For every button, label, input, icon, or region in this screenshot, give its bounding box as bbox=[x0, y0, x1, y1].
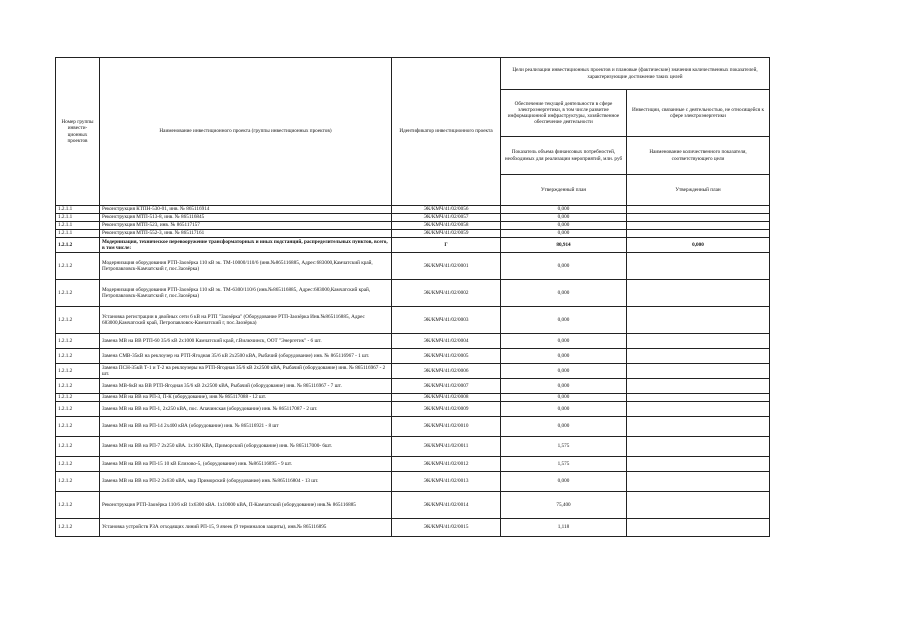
cell-finance-value: 1,575 bbox=[501, 457, 627, 472]
cell-approved-plan bbox=[627, 519, 770, 537]
table-row bbox=[56, 437, 770, 457]
cell-project-name: Замена МВ-6кВ на ВВ РТП-Ягодная 35/6 кВ 2х2500 кВА, Рыбачий (оборудование) инв. № 865116967 - 7 шт. bbox=[100, 379, 392, 394]
cell-project-name: Замена ПСН-35кВ Т-1 и Т-2 на реклоузеры на РТП-Ягодная 35/6 кВ 2х2500 кВА, Рыбачий (оборудование) инв. № 865116967 - 2 шт. bbox=[100, 364, 392, 379]
cell-approved-plan bbox=[627, 349, 770, 364]
cell-approved-plan bbox=[627, 364, 770, 379]
cell-group-number: 1.2.1.2 bbox=[56, 519, 100, 537]
cell-finance-value: 0,000 bbox=[501, 417, 627, 437]
cell-group-number: 1.2.1.2 bbox=[56, 379, 100, 394]
cell-group-number: 1.2.1.2 bbox=[56, 280, 100, 307]
cell-group-number: 1.2.1.2 bbox=[56, 402, 100, 417]
cell-approved-plan bbox=[627, 253, 770, 280]
cell-project-name: Установка устройств РЗА отходящих линий РП-15, 9 ячеек (9 терминалов защиты), инв.№ 865116895 bbox=[100, 519, 392, 537]
cell-finance-value: 0,000 bbox=[501, 472, 627, 492]
table-row bbox=[56, 222, 770, 230]
cell-finance-value: 0,000 bbox=[501, 364, 627, 379]
table-row bbox=[56, 307, 770, 334]
cell-project-id: ЭК/КМЧ/41/02/0006 bbox=[392, 364, 501, 379]
cell-group-number: 1.2.1.2 bbox=[56, 457, 100, 472]
cell-approved-plan bbox=[627, 437, 770, 457]
cell-project-id: ЭК/КМЧ/41/02/0057 bbox=[392, 214, 501, 222]
cell-project-id: ЭК/КМЧ/41/02/0004 bbox=[392, 334, 501, 349]
cell-project-name: Модернизация оборудования РТП-Заозёрка 110 кВ эк. ТМ-6300/110/6 (инв.№865116885, Адрес:683000,Камчатский край, Петропавловск-Камчатский г, пос.Заозёрка) bbox=[100, 280, 392, 307]
cell-approved-plan bbox=[627, 222, 770, 230]
cell-finance-value: 0,000 bbox=[501, 253, 627, 280]
cell-approved-plan bbox=[627, 307, 770, 334]
cell-group-number: 1.2.1.2 bbox=[56, 417, 100, 437]
table-row bbox=[56, 280, 770, 307]
cell-project-id: ЭК/КМЧ/41/02/0010 bbox=[392, 417, 501, 437]
cell-approved-plan bbox=[627, 206, 770, 214]
cell-finance-value: 0,000 bbox=[501, 222, 627, 230]
cell-project-id: ЭК/КМЧ/41/02/0009 bbox=[392, 402, 501, 417]
table-row bbox=[56, 349, 770, 364]
cell-finance-value: 1,118 bbox=[501, 519, 627, 537]
cell-project-id: ЭК/КМЧ/41/02/0058 bbox=[392, 222, 501, 230]
header-approved-plan-2: Утвержденный план bbox=[627, 175, 770, 206]
cell-approved-plan bbox=[627, 402, 770, 417]
table-row bbox=[56, 253, 770, 280]
table-row bbox=[56, 394, 770, 402]
document-sheet bbox=[55, 57, 770, 537]
cell-finance-value: 0,000 bbox=[501, 394, 627, 402]
cell-project-id: ЭК/КМЧ/41/02/0005 bbox=[392, 349, 501, 364]
header-project-name: Наименование инвестиционного проекта (группы инвестиционных проектов) bbox=[100, 58, 392, 206]
header-goal-energy: Обеспечение текущей деятельности в сфере электроэнергетики, в том числе развитие информационной инфраструктуры, хозяйственное обеспечение деятельности bbox=[501, 90, 627, 137]
cell-group-number: 1.2.1.1 bbox=[56, 222, 100, 230]
cell-project-id: ЭК/КМЧ/41/02/0007 bbox=[392, 379, 501, 394]
cell-project-name: Замена МВ на ВВ на РП-3, П-К (оборудование), инв № 865117088 - 12 шт. bbox=[100, 394, 392, 402]
cell-finance-value: 0,000 bbox=[501, 349, 627, 364]
cell-project-id: ЭК/КМЧ/41/02/0003 bbox=[392, 307, 501, 334]
cell-approved-plan bbox=[627, 492, 770, 519]
cell-project-id: ЭК/КМЧ/41/02/0001 bbox=[392, 253, 501, 280]
cell-project-id: ЭК/КМЧ/41/02/0013 bbox=[392, 472, 501, 492]
cell-project-name: Замена МВ на ВВ на РП-2 2х630 кВА, мкр Приморский (оборудование) инв. №865116804 - 13 шт. bbox=[100, 472, 392, 492]
cell-finance-value: 1,575 bbox=[501, 437, 627, 457]
cell-finance-value: 0,000 bbox=[501, 206, 627, 214]
cell-project-name: Замена МВ на ВВ на РП-15 10 кВ Елизово-5, (оборудование) инв. №865116895 - 9 шт. bbox=[100, 457, 392, 472]
cell-project-id: ЭК/КМЧ/41/02/0059 bbox=[392, 230, 501, 238]
cell-approved-plan: 0,000 bbox=[627, 238, 770, 253]
table-row bbox=[56, 457, 770, 472]
table-row bbox=[56, 230, 770, 238]
cell-finance-value: 0,000 bbox=[501, 214, 627, 222]
cell-group-number: 1.2.1.2 bbox=[56, 334, 100, 349]
cell-approved-plan bbox=[627, 457, 770, 472]
cell-project-id: ЭК/КМЧ/41/02/0014 bbox=[392, 492, 501, 519]
cell-finance-value: 0,000 bbox=[501, 280, 627, 307]
table-row bbox=[56, 519, 770, 537]
cell-project-name: Реконструкция КТПН-530-01, инв. № 865116914 bbox=[100, 206, 392, 214]
cell-project-name: Реконструкция МТП-513-8, инв. № 865116845 bbox=[100, 214, 392, 222]
cell-approved-plan bbox=[627, 472, 770, 492]
cell-approved-plan bbox=[627, 334, 770, 349]
cell-approved-plan bbox=[627, 394, 770, 402]
table-row bbox=[56, 492, 770, 519]
cell-project-name: Замена СМВ-35кВ на реклоузер на РТП-Ягодная 35/6 кВ 2х2500 кВА, Рыбачий (оборудование) инв. № 865116967 - 1 шт. bbox=[100, 349, 392, 364]
header-approved-plan-1: Утвержденный план bbox=[501, 175, 627, 206]
cell-project-name: Модернизация оборудования РТП-Заозёрка 110 кВ эк. ТМ-10000/110/6 (инв.№865116885, Адрес:683000,Камчатский край, Петропавловск-Камчатский г, пос.Заозёрка) bbox=[100, 253, 392, 280]
cell-group-number: 1.2.1.1 bbox=[56, 230, 100, 238]
cell-group-number: 1.2.1.2 bbox=[56, 437, 100, 457]
cell-finance-value: 0,000 bbox=[501, 230, 627, 238]
cell-project-name: Замена МВ на ВВ на РП-14 2х400 кВА (оборудование) инв. № 865116921 - 8 шт bbox=[100, 417, 392, 437]
cell-finance-value: 80,914 bbox=[501, 238, 627, 253]
cell-approved-plan bbox=[627, 214, 770, 222]
cell-approved-plan bbox=[627, 379, 770, 394]
header-goals: Цели реализации инвестиционных проектов и плановые (фактические) значения количественных показателей, характеризующие достижение таких целей bbox=[501, 58, 770, 90]
table-row bbox=[56, 364, 770, 379]
table-row bbox=[56, 206, 770, 214]
table-row bbox=[56, 379, 770, 394]
cell-project-name: Замена МВ на ВВ на РП-1, 2х250 кВА, пос. Апачинская (оборудование) инв. № 865117087 - 2 шт. bbox=[100, 402, 392, 417]
cell-project-id: ЭК/КМЧ/41/02/0011 bbox=[392, 437, 501, 457]
cell-group-number: 1.2.1.2 bbox=[56, 492, 100, 519]
table-row bbox=[56, 238, 770, 253]
cell-finance-value: 75,400 bbox=[501, 492, 627, 519]
cell-finance-value: 0,000 bbox=[501, 334, 627, 349]
cell-finance-value: 0,000 bbox=[501, 402, 627, 417]
cell-group-number: 1.2.1.2 bbox=[56, 253, 100, 280]
cell-group-number: 1.2.1.2 bbox=[56, 238, 100, 253]
cell-project-id: ЭК/КМЧ/41/02/0015 bbox=[392, 519, 501, 537]
header-group-number: Номер группы инвести-ционных проектов bbox=[56, 58, 100, 206]
investment-table bbox=[55, 57, 770, 537]
table-row bbox=[56, 214, 770, 222]
cell-project-id: ЭК/КМЧ/41/02/0056 bbox=[392, 206, 501, 214]
cell-project-name: Модернизация, техническое перевооружение трансформаторных и иных подстанций, распределительных пунктов, всего, в том числе: bbox=[100, 238, 392, 253]
table-row bbox=[56, 417, 770, 437]
cell-group-number: 1.2.1.1 bbox=[56, 206, 100, 214]
header-indicator-finance: Показатель объема финансовых потребностей, необходимых для реализации мероприятий, млн. руб bbox=[501, 137, 627, 175]
table-row bbox=[56, 472, 770, 492]
cell-project-name: Замена МВ на ВВ на РП-7 2х250 кВА. 1х160 КВА, Приморский (оборудование) инв. № 865117000- 6шт. bbox=[100, 437, 392, 457]
header-indicator-quantity: Наименование количественного показателя, соответствующего цели bbox=[627, 137, 770, 175]
cell-project-name: Реконструкция РТП-Заозёрка 110/6 кВ 1х6300 кВА. 1х10000 кВА, П-Камчатский (оборудование) инв.№ 865116885 bbox=[100, 492, 392, 519]
cell-project-name: Реконструкция МТП-523, инв. № 865117157 bbox=[100, 222, 392, 230]
cell-group-number: 1.2.1.2 bbox=[56, 472, 100, 492]
cell-finance-value: 0,000 bbox=[501, 307, 627, 334]
cell-group-number: 1.2.1.2 bbox=[56, 394, 100, 402]
table-row bbox=[56, 402, 770, 417]
header-goal-nonenergy: Инвестиции, связанные с деятельностью, не относящейся к сфере электроэнергетики bbox=[627, 90, 770, 137]
cell-group-number: 1.2.1.2 bbox=[56, 307, 100, 334]
cell-project-id: ЭК/КМЧ/41/02/0002 bbox=[392, 280, 501, 307]
cell-approved-plan bbox=[627, 230, 770, 238]
cell-approved-plan bbox=[627, 417, 770, 437]
cell-group-number: 1.2.1.1 bbox=[56, 214, 100, 222]
cell-project-id: ЭК/КМЧ/41/02/0012 bbox=[392, 457, 501, 472]
cell-project-name: Установка регистрации в двойных сети 6 кВ на РТП "Заозёрка" (Оборудование РТП-Заозёрка Инв.№865116885, Адрес 683000,Камчатский край, Петропавловск-Камчатский г, пос.Заозёрка) bbox=[100, 307, 392, 334]
cell-approved-plan bbox=[627, 280, 770, 307]
cell-group-number: 1.2.1.2 bbox=[56, 349, 100, 364]
cell-finance-value: 0,000 bbox=[501, 379, 627, 394]
cell-project-name: Реконструкция МТП-552-3, инв. № 865117161 bbox=[100, 230, 392, 238]
cell-project-name: Замена МВ на ВВ РТП-60 35/6 кВ 2х1000 Камчатский край, г.Вилючинск, ООТ "Энергетик" - 6 шт. bbox=[100, 334, 392, 349]
table-row bbox=[56, 334, 770, 349]
cell-project-id: ЭК/КМЧ/41/02/0008 bbox=[392, 394, 501, 402]
cell-group-number: 1.2.1.2 bbox=[56, 364, 100, 379]
header-project-id: Идентификатор инвестиционного проекта bbox=[392, 58, 501, 206]
cell-project-id: Г bbox=[392, 238, 501, 253]
